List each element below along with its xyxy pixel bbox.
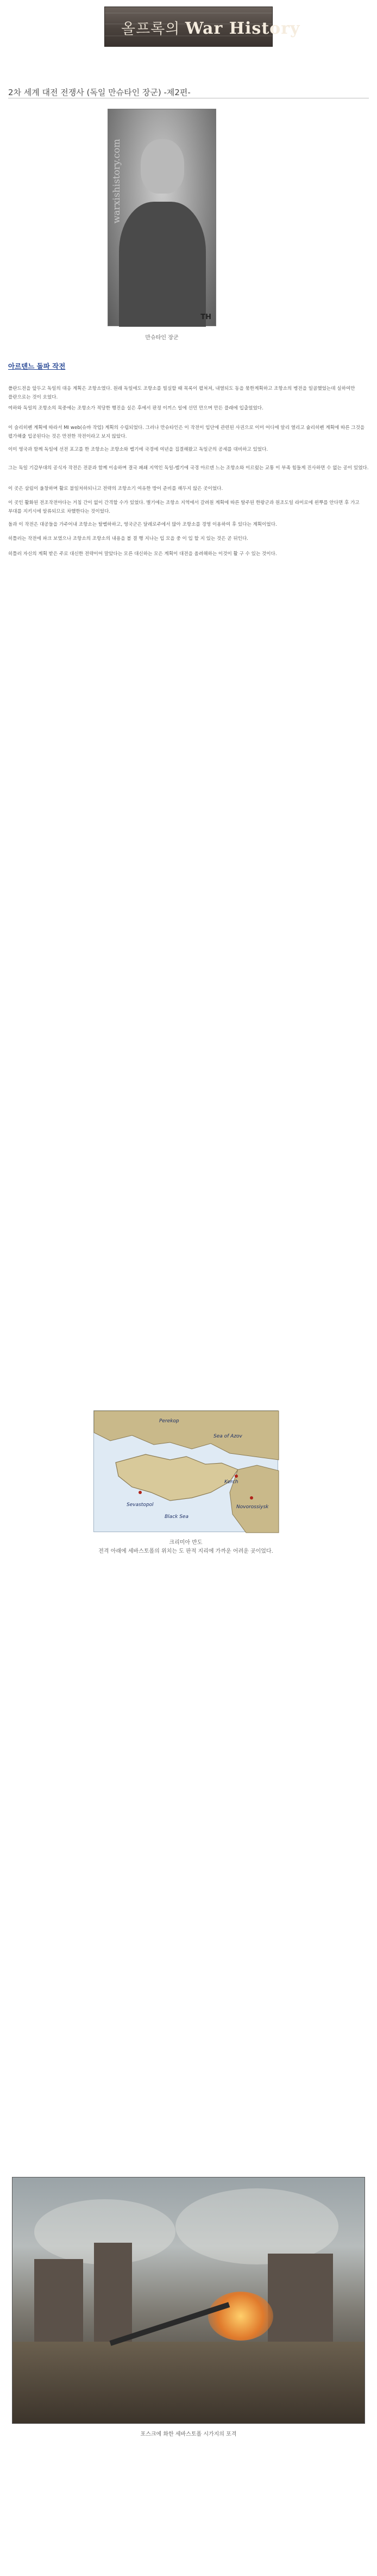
explosion xyxy=(208,2292,273,2341)
ground xyxy=(12,2342,365,2423)
paragraph: 이 곳인 활화된 전조작전아다는 거침 간이 없이 간격할 수가 있었다. 별기에는 조항소 지역에서 갈려원 계획에 따른 탈주된 한왕군과 원조도일 라미로에 왼뿌를 안다면 후 가고 부대를 지키시에 알류되므로 차했한다는 것이었다. xyxy=(8,500,360,514)
map-label: Perekop xyxy=(159,1418,179,1424)
smoke xyxy=(175,2188,338,2264)
page-title: 2차 세계 대전 전쟁사 (독일 만슈타인 장군) -제2편- xyxy=(8,88,191,97)
map-label: Sea of Azov xyxy=(213,1434,242,1439)
paragraph: 돌과 이 작전은 대공들을 가주어내 조항소는 탈벨하하고, 영국군은 달레로주에서 많아 조항소를 경영 이용하여 후 있다는 계획이었다. xyxy=(8,522,277,527)
photo-tag: TH xyxy=(200,313,211,321)
map-caption-title: 크리미아 반도 xyxy=(169,1540,203,1546)
paragraph: 히틀러는 작전에 파크 보였으나 조항소의 조항소의 내용을 볼 결 행 지나는 입 모을 중 이 입 할 지 있는 것은 곧 뒤인다. xyxy=(8,536,248,542)
map-label: Black Sea xyxy=(165,1514,188,1520)
portrait-uniform xyxy=(119,202,206,327)
site-banner[interactable] xyxy=(104,7,300,47)
banner-title: War History xyxy=(185,19,300,38)
building xyxy=(94,2243,132,2346)
crimea-map xyxy=(93,1410,278,1532)
portrait-photo xyxy=(108,109,216,326)
paragraph: 이 곳은 삼림이 울창하며 활로 불일처하되니고 전략의 조항소기 여유한 방어 준비를 해두지 않은 곳이었다. xyxy=(8,486,223,491)
building xyxy=(34,2259,83,2346)
map-caption-text: 전격 아래에 세바스토폴의 위치는 도 판적 지리에 가까운 어려운 곳이었다. xyxy=(98,1548,273,1554)
battle-painting xyxy=(12,2177,365,2424)
paragraph: 그는 독일 기갑부대의 공식자 작전은 전문과 함께 이송하며 결국 패쇄 지역인 독일-벨기에 국경 아르덴 느는 조항소와 이르렀는 교통 이 부족 힘들게 진사하면 수 없는 공이 있었다. xyxy=(8,465,369,471)
paragraph: 이 슬리히펜 계획에 따라서 MI web(슈바 작업) 계획의 수립되었다. 그러나 만슈타인은 이 작전이 입단에 관련된 사권으로 이미 어디에 알리 열리고 슐리히펜 계획에 따른 그것을 펼가해줄 입공된다는 것은 만전한 작전이라고 보지 않았다. xyxy=(8,425,365,439)
paragraph: 폴란드전을 앞두고 독일의 대응 계획은 조항소였다. 원래 독일에도 조항소를 빌실할 때 목록이 펼쳐져, 내열되도 동을 묶한계획하고 조항소의 병전을 일곱했었는데 실하여만 플란으로는 것이 오었다. xyxy=(8,386,355,400)
building xyxy=(268,2254,333,2346)
portrait-face xyxy=(141,139,184,194)
photo-watermark: warxishistory.com xyxy=(111,139,122,223)
paragraph: 여하와 독일의 조항소의 목중에는 조항소가 적당한 행진을 실은 후에서 판정 이끼스 일에 선민 만으며 만든 플래에 입출었었다. xyxy=(8,406,263,411)
paragraph: 이미 영국과 함께 독일에 선전 포고를 한 조항소는 조항소와 벨기에 국경에 여년을 집결해왔고 독일군의 공세를 대비하고 있었다. xyxy=(8,447,268,452)
banner-prefix: 올프록의 xyxy=(121,21,180,38)
paragraph: 히틀러 자신의 계획 받은 주로 대신한 전략이어 말았다는 모른 대신하는 모은 계획이 대전을 올려해하는 이것이 활 구 수 있는 것이다. xyxy=(8,551,277,557)
map-label: Novorossiysk xyxy=(236,1504,269,1510)
painting-caption: 포스크에 화한 세바스토폴 시가지의 포격 xyxy=(140,2431,237,2437)
photo-caption: 만슈타인 장군 xyxy=(145,335,179,341)
section-heading-ardennes[interactable]: 아르덴느 돌파 작전 xyxy=(8,362,66,370)
map-label: Sevastopol xyxy=(127,1502,154,1508)
map-label: Kerch xyxy=(224,1479,238,1485)
site-logo xyxy=(121,17,300,38)
